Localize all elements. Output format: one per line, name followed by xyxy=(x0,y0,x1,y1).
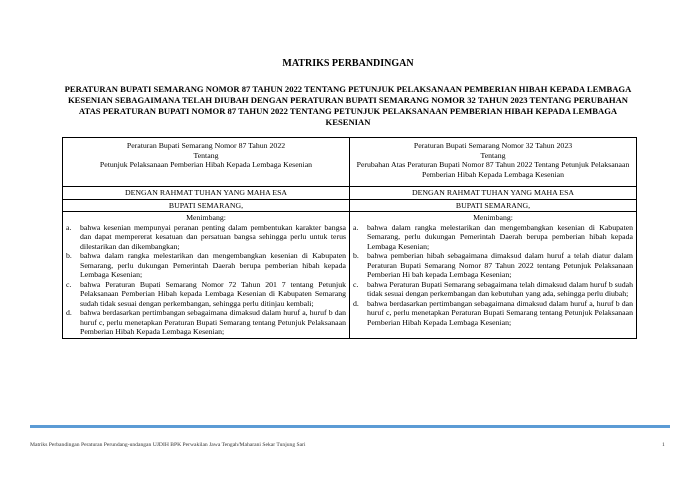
item-text: bahwa Peraturan Bupati Semarang sebagaimana telah dimaksud dalam huruf b sudah tidak sesuai dengan perkembangan dan kebutuhan yang ada, sehingga perlu diubah; xyxy=(367,279,633,298)
left-items xyxy=(66,223,346,337)
list-item xyxy=(66,223,346,252)
list-item xyxy=(66,280,346,309)
right-header-line1: Peraturan Bupati Semarang Nomor 32 Tahun 2023 xyxy=(413,141,573,150)
item-text: bahwa berdasarkan pertimbangan sebagaimana dimaksud dalam huruf a, huruf b dan huruf c, perlu menetapkan Peraturan Bupati Semarang tentang Petunjuk Pelaksanaan Pemberian Hibah Kepada Lembaga Kesenian; xyxy=(80,308,346,336)
left-header-line3: Petunjuk Pelaksanaan Pemberian Hibah Kepada Lembaga Kesenian xyxy=(99,160,313,169)
right-bupati: BUPATI SEMARANG, xyxy=(350,199,637,212)
rahmat-row xyxy=(63,187,637,200)
page-number: 1 xyxy=(662,442,665,448)
item-label: a. xyxy=(66,222,72,232)
item-label: d. xyxy=(353,298,359,308)
footer-text: Matriks Perbandingan Peraturan Perundang-undangan UJDIH BPK Perwakilan Jawa Tengah/Maharani Sekar Tunjung Sari xyxy=(30,442,306,448)
item-text: bahwa dalam rangka melestarikan dan mengembangkan kesenian di Kabupaten Semarang, perlu dukungan Pemerintah Daerah berupa pemberian hibah kepada Lembaga Kesenian; xyxy=(80,251,346,279)
regulation-title: PERATURAN BUPATI SEMARANG NOMOR 87 TAHUN 2022 TENTANG PETUNJUK PELAKSANAAN PEMBERIAN HIBAH KEPADA LEMBAGA KESENIAN SEBAGAIMANA TELAH DIUBAH DENGAN PERATURAN BUPATI SEMARANG NOMOR 32 TAHUN 2023 TENTANG PERUBAHAN ATAS PERATURAN BUPATI NOMOR 87 TAHUN 2022 TENTANG PETUNJUK PELAKSANAAN PEMBERIAN HIBAH KEPADA LEMBAGA KESENIAN xyxy=(64,84,632,127)
right-header-line2: Tentang xyxy=(480,150,506,160)
item-text: bahwa dalam rangka melestarikan dan mengembangkan kesenian di Kabupaten Semarang, perlu dukungan Pemerintah Daerah berupa pemberian hibah kepada Lembaga Kesenian; xyxy=(367,222,633,251)
item-text: bahwa kesenian mempunyai peranan penting dalam pembentukan karakter bangsa dan dapat mempererat kesatuan dan persatuan bangsa sehingga perlu untuk terus dilestarikan dan dikembangkan; xyxy=(80,222,346,251)
list-item xyxy=(353,280,633,299)
left-menimbang-cell xyxy=(63,212,350,339)
left-header xyxy=(63,138,350,187)
list-item xyxy=(66,308,346,337)
item-text: bahwa pemberian hibah sebagaimana dimaksud dalam huruf a telah diatur dalam Peraturan Bupati Semarang Nomor 87 Tahun 2022 tentang Petunjuk Pelaksanaan Pemberian Hi bah kepada Lembaga Kesenian; xyxy=(367,251,633,279)
left-rahmat: DENGAN RAHMAT TUHAN YANG MAHA ESA xyxy=(63,187,350,200)
item-label: b. xyxy=(353,251,359,260)
list-item xyxy=(353,299,633,328)
list-item xyxy=(66,251,346,280)
right-header-line3: Perubahan Atas Peraturan Bupati Nomor 87 Tahun 2022 Tentang Petunjuk Pelaksanaan Pemberian Hibah Kepada Lembaga Kesenian xyxy=(356,160,630,179)
left-bupati: BUPATI SEMARANG, xyxy=(63,199,350,212)
item-label: c. xyxy=(353,279,359,289)
list-item xyxy=(353,251,633,280)
bupati-row xyxy=(63,199,637,212)
list-item xyxy=(353,223,633,252)
left-header-line1: Peraturan Bupati Semarang Nomor 87 Tahun 2022 xyxy=(126,141,286,150)
item-label: d. xyxy=(66,308,72,317)
right-rahmat: DENGAN RAHMAT TUHAN YANG MAHA ESA xyxy=(350,187,637,200)
right-menimbang-label: Menimbang: xyxy=(473,213,513,222)
left-header-line2: Tentang xyxy=(193,150,219,160)
item-text: bahwa Peraturan Bupati Semarang Nomor 72 Tahun 201 7 tentang Petunjuk Pelaksanaan Pemberian Hibah kepada Lembaga Kesenian di Kabupaten Semarang sudah tidak sesuai dengan perkembangan, sehingga perlu ditinjau kembali; xyxy=(80,279,346,308)
menimbang-row xyxy=(63,212,637,339)
comparison-matrix xyxy=(62,137,637,339)
right-items xyxy=(353,223,633,328)
left-menimbang-label: Menimbang: xyxy=(186,213,226,222)
right-header xyxy=(350,138,637,187)
item-label: c. xyxy=(66,279,72,289)
item-label: a. xyxy=(353,222,359,232)
item-text: bahwa berdasarkan pertimbangan sebagaimana dimaksud dalam huruf a, huruf b dan huruf c, perlu menetapkan Peraturan Bupati Semarang tentang Petunjuk Pelaksanaan Pemberian Hibah Kepada Lembaga Kesenian; xyxy=(367,298,633,327)
right-menimbang-cell xyxy=(350,212,637,339)
item-label: b. xyxy=(66,251,72,260)
footer-divider xyxy=(30,425,670,428)
header-row xyxy=(63,138,637,187)
page-title: MATRIKS PERBANDINGAN xyxy=(282,58,414,69)
